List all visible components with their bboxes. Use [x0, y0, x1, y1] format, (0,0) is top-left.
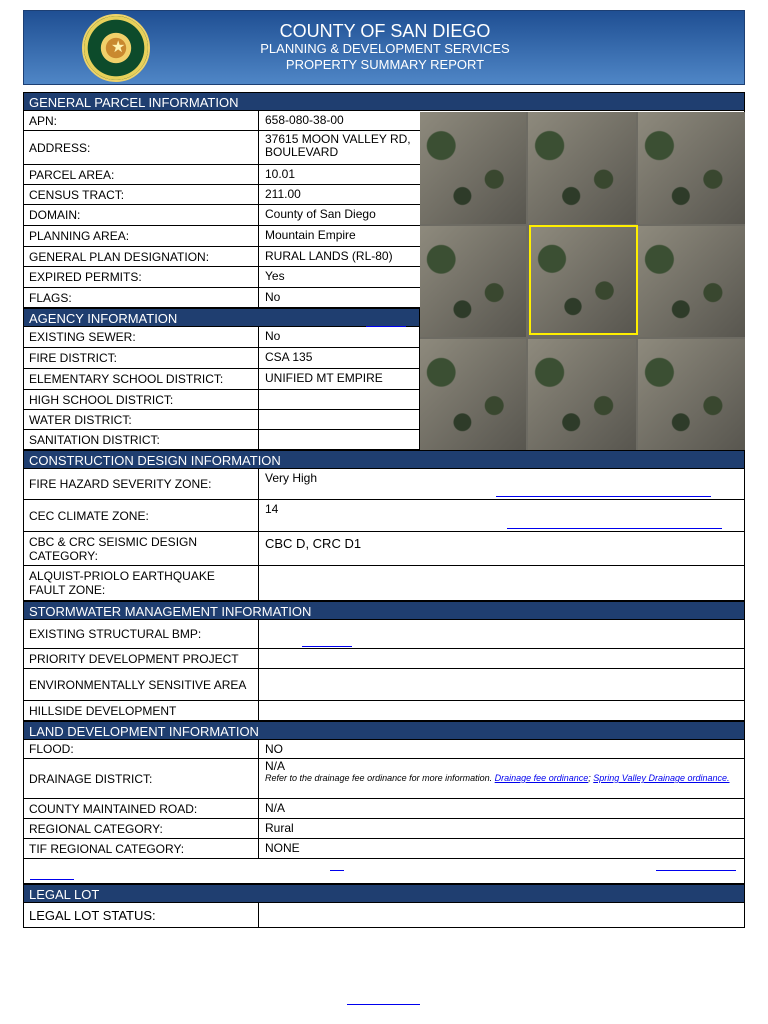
row-label: PLANNING AREA:: [24, 226, 259, 246]
table-row: [23, 759, 745, 799]
table-row: [23, 410, 420, 430]
page-title: COUNTY OF SAN DIEGO: [279, 21, 491, 41]
link-underline[interactable]: [30, 879, 74, 880]
row-value: N/A: [265, 801, 286, 815]
row-label: DRAINAGE DISTRICT:: [24, 759, 259, 798]
table-row: [23, 669, 745, 701]
row-value: N/A: [265, 759, 286, 773]
row-value: Rural: [265, 821, 294, 835]
row-value-cell: [259, 759, 746, 798]
link-underline[interactable]: [330, 870, 344, 871]
row-label: PRIORITY DEVELOPMENT PROJECT: [24, 649, 259, 668]
row-value: UNIFIED MT EMPIRE: [265, 371, 383, 385]
row-value: No: [265, 329, 281, 343]
page-subtitle-department: PLANNING & DEVELOPMENT SERVICES: [260, 41, 510, 56]
row-value: County of San Diego: [265, 207, 376, 221]
row-value: NO: [265, 742, 283, 756]
row-label: APN:: [24, 111, 259, 130]
row-value: [259, 566, 746, 600]
row-value: 211.00: [265, 187, 301, 201]
table-row: [23, 327, 420, 348]
aerial-parcel-map[interactable]: [420, 112, 745, 450]
link-underline[interactable]: [347, 1004, 420, 1005]
report-header: [23, 10, 745, 85]
table-row: [23, 390, 420, 410]
row-value: 14: [265, 502, 279, 516]
row-value: [259, 410, 422, 429]
row-value: [259, 649, 746, 668]
row-label: HILLSIDE DEVELOPMENT: [24, 701, 259, 720]
row-label: FIRE HAZARD SEVERITY ZONE:: [24, 469, 259, 499]
row-value: Yes: [265, 269, 285, 283]
row-label: EXPIRED PERMITS:: [24, 267, 259, 287]
row-value: [259, 430, 422, 449]
row-label: EXISTING STRUCTURAL BMP:: [24, 620, 259, 648]
row-label: ADDRESS:: [24, 131, 259, 164]
section-legal-lot: LEGAL LOT: [23, 884, 745, 903]
note-separator: ;: [588, 773, 591, 783]
section-land-development: LAND DEVELOPMENT INFORMATION: [23, 721, 745, 740]
row-value: [259, 903, 746, 927]
drainage-note-text: Refer to the drainage fee ordinance for more information.: [265, 773, 493, 783]
row-label: REGIONAL CATEGORY:: [24, 819, 259, 838]
row-value: Very High: [265, 471, 318, 485]
link-underline[interactable]: [302, 646, 352, 647]
selected-parcel-outline: [529, 225, 638, 335]
row-label: DOMAIN:: [24, 205, 259, 225]
row-value: RURAL LANDS (RL-80): [265, 249, 393, 263]
row-value: 658-080-38-00: [265, 113, 344, 127]
row-value: 37615 MOON VALLEY RD, BOULEVARD: [265, 132, 411, 159]
row-value: CSA 135: [265, 350, 313, 364]
row-label: ELEMENTARY SCHOOL DISTRICT:: [24, 369, 259, 389]
row-value: [259, 620, 746, 648]
row-label: CENSUS TRACT:: [24, 185, 259, 204]
table-row-blank: [23, 859, 745, 884]
row-label: GENERAL PLAN DESIGNATION:: [24, 247, 259, 266]
row-value: Mountain Empire: [265, 228, 356, 242]
row-value: 10.01: [265, 167, 296, 181]
row-label: ENVIRONMENTALLY SENSITIVE AREA: [24, 669, 259, 700]
section-stormwater: STORMWATER MANAGEMENT INFORMATION: [23, 601, 745, 620]
row-label: ALQUIST-PRIOLO EARTHQUAKE FAULT ZONE:: [24, 566, 259, 600]
table-row: [23, 369, 420, 390]
county-seal-logo: ★: [82, 14, 150, 82]
row-value: [259, 390, 422, 409]
link-underline[interactable]: [507, 528, 722, 529]
row-value: No: [265, 290, 281, 304]
row-label: WATER DISTRICT:: [24, 410, 259, 429]
row-label: CEC CLIMATE ZONE:: [24, 500, 259, 531]
table-row: [23, 839, 745, 859]
row-label: FLOOD:: [24, 740, 259, 758]
table-row: [23, 799, 745, 819]
table-row: [23, 649, 745, 669]
row-value: [259, 701, 746, 720]
link-underline[interactable]: [496, 496, 711, 497]
table-row: [23, 903, 745, 928]
row-label: PARCEL AREA:: [24, 165, 259, 184]
page-subtitle-report: PROPERTY SUMMARY REPORT: [285, 57, 485, 72]
row-label: HIGH SCHOOL DISTRICT:: [24, 390, 259, 409]
spring-valley-drainage-link[interactable]: Spring Valley Drainage ordinance.: [593, 773, 730, 783]
row-label: SANITATION DISTRICT:: [24, 430, 259, 449]
row-label: CBC & CRC SEISMIC DESIGN CATEGORY:: [24, 532, 259, 565]
row-label: LEGAL LOT STATUS:: [24, 903, 259, 927]
row-value: CBC D, CRC D1: [265, 536, 362, 551]
link-underline[interactable]: [656, 870, 736, 871]
drainage-note: [265, 773, 740, 783]
drainage-fee-ordinance-link[interactable]: Drainage fee ordinance: [494, 773, 589, 783]
table-row: [23, 566, 745, 601]
section-construction-design: CONSTRUCTION DESIGN INFORMATION: [23, 450, 745, 469]
row-value: [259, 669, 746, 700]
table-row: [23, 532, 745, 566]
row-label: COUNTY MAINTAINED ROAD:: [24, 799, 259, 818]
section-general-parcel: GENERAL PARCEL INFORMATION: [23, 92, 745, 111]
table-row: [23, 740, 745, 759]
row-label: TIF REGIONAL CATEGORY:: [24, 839, 259, 858]
row-label: EXISTING SEWER:: [24, 327, 259, 347]
table-row: [23, 430, 420, 450]
row-value: NONE: [265, 841, 300, 855]
table-row: [23, 620, 745, 649]
row-label: FLAGS:: [24, 288, 259, 307]
table-row: [23, 819, 745, 839]
table-row: [23, 701, 745, 721]
table-row: [23, 348, 420, 369]
section-agency: AGENCY INFORMATION: [23, 308, 420, 327]
row-label: FIRE DISTRICT:: [24, 348, 259, 368]
